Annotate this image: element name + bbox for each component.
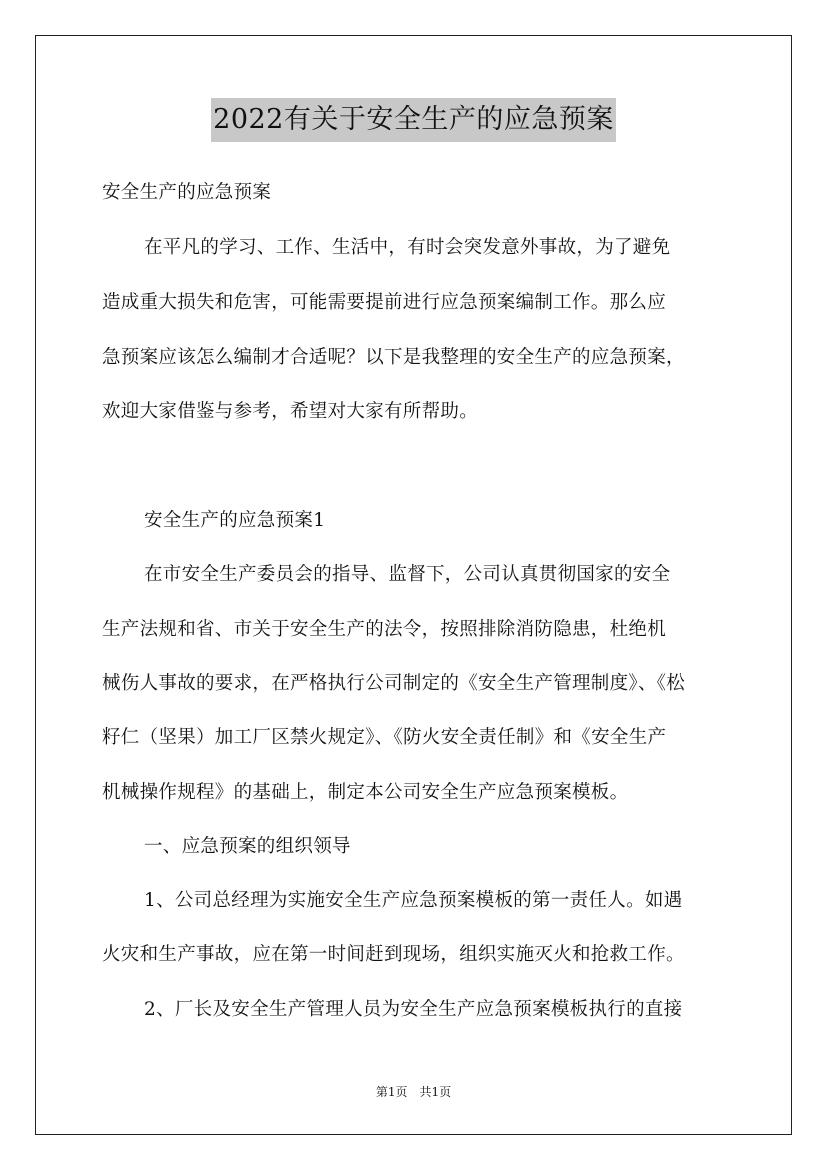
intro-line: 在平凡的学习、工作、生活中，有时会突发意外事故，为了避免 — [144, 237, 671, 258]
page-footer: 第1页 共1页 — [375, 1085, 452, 1099]
list-item-line: 2、厂长及安全生产管理人员为安全生产应急预案模板执行的直接 — [144, 999, 683, 1020]
paragraph-line: 机械操作规程》的基础上，制定本公司安全生产应急预案模板。 — [102, 782, 629, 803]
intro-line: 造成重大损失和危害，可能需要提前进行应急预案编制工作。那么应 — [102, 292, 667, 313]
section-heading: 安全生产的应急预案1 — [144, 510, 326, 531]
paragraph-line: 在市安全生产委员会的指导、监督下，公司认真贯彻国家的安全 — [144, 564, 671, 585]
document-subtitle: 安全生产的应急预案 — [102, 182, 272, 203]
list-item-line: 火灾和生产事故，应在第一时间赶到现场，组织实施灭火和抢救工作。 — [102, 944, 685, 965]
intro-line: 急预案应该怎么编制才合适呢？以下是我整理的安全生产的应急预案， — [102, 347, 685, 368]
subheading: 一、应急预案的组织领导 — [144, 836, 351, 857]
paragraph-line: 籽仁（坚果）加工厂区禁火规定》、《防火安全责任制》和《安全生产 — [102, 727, 667, 748]
list-item-line: 1、公司总经理为实施安全生产应急预案模板的第一责任人。如遇 — [144, 890, 683, 911]
title-container — [0, 98, 827, 142]
intro-line: 欢迎大家借鉴与参考，希望对大家有所帮助。 — [102, 401, 479, 422]
paragraph-line: 械伤人事故的要求，在严格执行公司制定的《安全生产管理制度》、《松 — [102, 673, 686, 694]
paragraph-line: 生产法规和省、市关于安全生产的法令，按照排除消防隐患，杜绝机 — [102, 619, 667, 640]
document-title: 2022有关于安全生产的应急预案 — [211, 98, 616, 142]
